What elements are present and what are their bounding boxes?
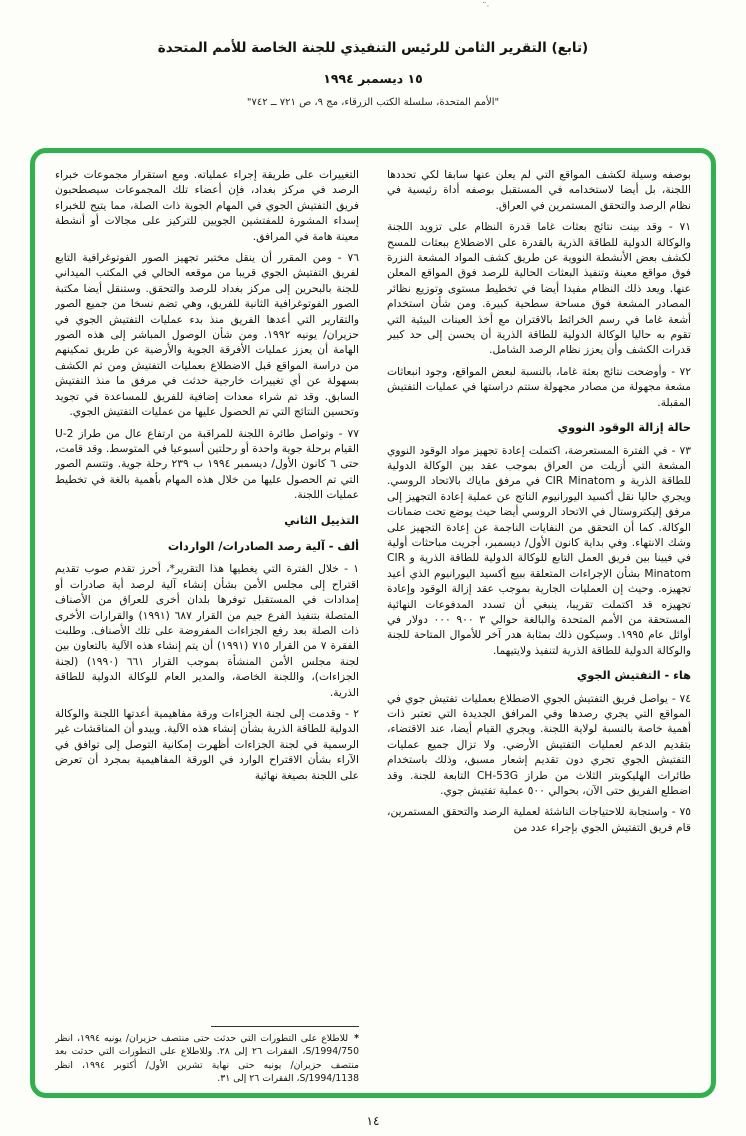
column-right — [387, 167, 691, 1085]
column-left — [55, 167, 359, 1085]
paragraph-continuation-from-previous-page: بوصفه وسيلة لكشف المواقع التي لم يعلن عنها سابقا لكي تحددها اللجنة، بل أيضا لاستخدامه في المستقبل بوصفه أداة رئيسية في نظام الرصد والتحقق المستمرين في العراق. — [387, 168, 691, 212]
paragraph-75: ٧٥ - واستجابة للاحتياجات الناشئة لعملية الرصد والتحقق المستمرين، قام فريق التفتيش الجوي بإجراء عدد من — [387, 805, 691, 834]
section-heading-export-import-mechanism: ألف - آلية رصد الصادرات/ الواردات — [167, 539, 359, 553]
section-heading-aerial-inspection: هاء - التفتيش الجوي — [576, 669, 691, 683]
document-date: ١٥ ديسمبر ١٩٩٤ — [323, 71, 423, 86]
page-number: ١٤ — [366, 1114, 380, 1128]
footnote-divider — [211, 1026, 359, 1027]
paragraph-continuation-75: التغييرات على طريقة إجراء عملياته. ومع استقرار مجموعات خبراء الرصد في مركز بغداد، فإن أعضاء تلك المجموعات سيصطحبون فريق التفتيش الجوي في المهام الجوية ذات الصلة، مما يتيح للخبراء إسداء المشورة للمفتشين الجويين للتركيز على مجالات أو أنشطة معينة هامة في المرافق. — [55, 168, 359, 243]
paragraph-appendix-2: ٢ - وقدمت إلى لجنة الجزاءات ورقة مفاهيمية أعدتها اللجنة والوكالة الدولية للطاقة الذرية بشأن إنشاء هذه الآلية. ويبدو أن المناقشات غير الرسمية في لجنة الجزاءات أظهرت إمكانية التوصل إلى توافق في الآراء بشأن الاقتراح الوارد في الورقة المفاهيمية بمجرد أن تعرض على اللجنة بصيغة نهائية — [55, 707, 359, 782]
scan-artifact-mark: ·¨ — [482, 2, 490, 12]
footnote-body: للاطلاع على التطورات التي حدثت حتى منتصف حزيران/ يونيه ١٩٩٤، انظر S/1994/750، الفقرات ٢٦ إلى ٢٨. وللاطلاع على التطورات التي حدثت بعد منتصف حزيران/ يونيه حتى نهاية تشرين الأول/ أكتوبر ١٩٩٤، انظر S/1994/1138، الفقرات ٢٦ إلى ٣١. — [55, 1033, 359, 1084]
document-title: (تابع) التقرير الثامن للرئيس التنفيذي للجنة الخاصة للأمم المتحدة — [157, 40, 589, 56]
paragraph-77: ٧٧ - وتواصل طائرة اللجنة للمراقبة من ارتفاع عال من طراز U-2 القيام برحلة جوية واحدة أو رحلتين أسبوعيا في المتوسط. وقد قامت، حتى ٦ كانون الأول/ ديسمبر ١٩٩٤ ب ٢٣٩ رحلة جوية. وتتسم الصور التي تم الحصول عليها من خلال هذه المهام بأهمية بالغة في تخطيط عمليات اللجنة. — [55, 426, 359, 502]
document-header — [0, 40, 746, 108]
footnote-marker: * — [354, 1033, 359, 1045]
paragraph-appendix-1: ١ - خلال الفترة التي يغطيها هذا التقرير*، أحرز تقدم صوب تقديم اقتراح إلى مجلس الأمن بشأن إنشاء آلية لرصد أية صادرات أو إمدادات في المستقبل توفرها بلدان أخرى للعراق من الأصناف المتصلة بتنفيذ الفرع جيم من القرار ٦٨٧ (١٩٩١) والقرارات الأخرى ذات الصلة بعد رفع الجزاءات المفروضة على تلك الأصناف. وطلبت الفقرة ٧ من القرار ٧١٥ (١٩٩١) أن يتم إنشاء هذه الآلية بالتعاون بين لجنة مجلس الأمن المنشأة بموجب القرار ٦٦١ (١٩٩٠) (لجنة الجزاءات)، واللجنة الخاصة، والمدير العام للوكالة الدولية للطاقة الذرية. — [55, 562, 359, 699]
paragraph-76: ٧٦ - ومن المقرر أن ينقل مختبر تجهيز الصور الفوتوغرافية التابع لفريق التفتيش الجوي قريبا من موقعه الحالي في المكتب الميداني للجنة بالبحرين إلى مركز بغداد للرصد والتحقق. وستنقل أيضا مكتبة الصور الفوتوغرافية الثانية للفريق، وهي تضم نسخا من جميع الصور والتقارير التي أعدها الفريق منذ بدء عمليات التفتيش الجوي في حزيران/ يونيه ١٩٩٢. ومن شأن الوصول المباشر إلى هذه الصور الهامة أن يعزز عمليات الأفرقة الجوية والأرضية عن طريق تمكينهم من دراسة المواقع قبل الاضطلاع بعمليات التفتيش ومن ثم الكشف بسهولة عن أي تغييرات خارجية حدثت في مرفق ما منذ التفتيش السابق. وقد تم شراء معدات إضافية للفريق للمساعدة في تجويد وتحسين النتائج التي تم الحصول عليها من عمليات التفتيش الجوي. — [55, 251, 359, 419]
paragraph-74: ٧٤ - يواصل فريق التفتيش الجوي الاضطلاع بعمليات تفتيش جوي في المواقع التي يجري رصدها وفي المرافق الجديدة التي تعتبر ذات أهمية خاصة بالنسبة لولاية اللجنة. ويجري القيام أيضا، عند الاقتضاء، بتقديم الدعم لعمليات التفتيش الأرضي. ولا تزال جميع عمليات التفتيش الجوي تجري دون تقديم إشعار مسبق، وذلك باستخدام طائرات الهليكوبتر الثلاث من طراز CH-53G التابعة للجنة. وقد اضطلع الفريق حتى الآن، بحوالي ٥٠٠ عملية تفتيش جوي. — [387, 691, 691, 798]
section-heading-nuclear-fuel-removal: حالة إزالة الوقود النووي — [557, 421, 691, 435]
footnote — [55, 1020, 359, 1085]
section-heading-appendix-two: التذييل الثاني — [284, 513, 359, 527]
paragraph-72: ٧٢ - وأوضحت نتائج بعثة غاما، بالنسبة لبعض المواقع، وجود انبعاثات مشعة مجهولة من مصادر مجهولة ستتم دراستها في عمليات التفتيش المقبلة. — [387, 364, 691, 409]
document-source-citation: "الأمم المتحدة، سلسلة الكتب الزرقاء، مج ٩، ص ٧٢١ ــ ٧٤٢" — [246, 97, 500, 108]
paragraph-73: ٧٣ - في الفترة المستعرضة، اكتملت إعادة تجهيز مواد الوقود النووي المشعة التي أزيلت من العراق بموجب عقد بين الوكالة الدولية للطاقة الذرية و CIR Minatom في مرفق ماياك بالاتحاد الروسي. ويجري حاليا نقل أكسيد اليورانيوم الناتج عن عملية إعادة التجهيز إلى مرفق إليكتروستال في الاتحاد الروسي أيضا حيث يوضع تحت ضمانات الوكالة. كما أن التحقق من النفايات الناجمة عن إعادة التجهيز على وشك الانتهاء. وفي بداية كانون الأول/ ديسمبر، أجريت مباحثات أولية في فيينا بين فريق العمل التابع للوكالة الدولية للطاقة الذرية و CIR Minatom بشأن الإجراءات المتعلقة ببيع أكسيد اليورانيوم الذي أعيد تجهيزه. وحيث إن العمليات الجارية بموجب عقد إزالة الوقود وإعادة تجهيزه قد اكتملت تقريبا، ينبغي أن تسدد المدفوعات النهائية المستحقة من الأمم المتحدة والبالغة حوالي ٣ ٩٠٠ ٠٠٠ دولار في أوائل عام ١٩٩٥. وسيكون ذلك بمثابة هدر آخر للأموال المتاحة للجنة والوكالة الدولية للطاقة الذرية لتنفيذ ولايتيهما. — [387, 443, 691, 657]
paragraph-71: ٧١ - وقد بينت نتائج بعثات غاما قدرة النظام على تزويد اللجنة والوكالة الدولية للطاقة الذرية بالقدرة على الاضطلاع ببعثات للمسح لكشف بعض الأنشطة النووية عن طريق كشف المواد المشعة النزرة فوق مواقع معينة وتنفيذ البعثات الحالية للرصد فوق المواقع المعلن عنها. ويعد ذلك النظام مفيدا أيضا في تخطيط مستوى وتوزيع نظائر المصادر المشعة فوق مساحة سطحية كبيرة. ومن شأن استخدام أشعة غاما في رسم الخرائط بالاقتران مع أخذ العينات البيئية التي تقوم به حاليا الوكالة الدولية للطاقة الذرية أن يحسن إلى حد كبير قدرات الكشف وأن يعزز نظام الرصد الشامل. — [387, 220, 691, 357]
content-border-frame — [30, 148, 716, 1098]
footnote-text — [55, 1032, 359, 1085]
